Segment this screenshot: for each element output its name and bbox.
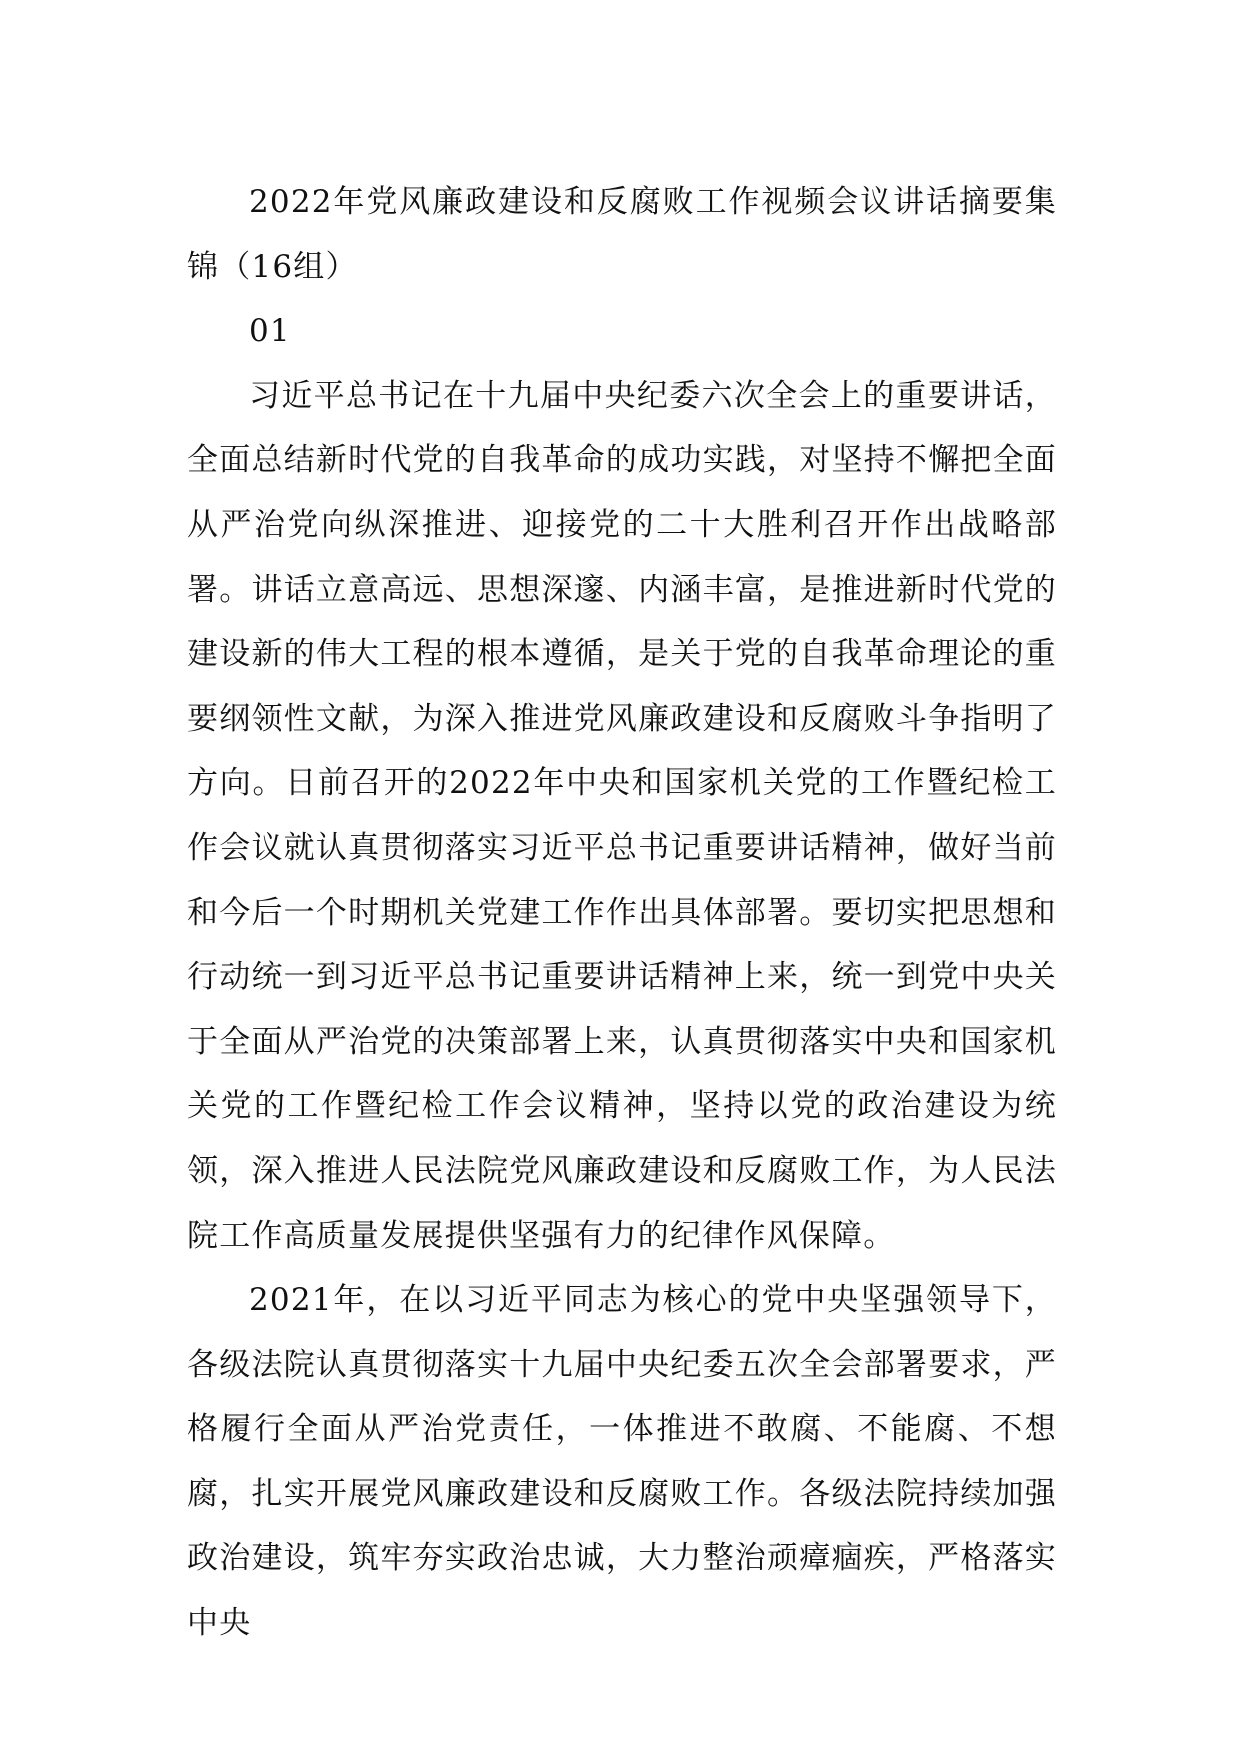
document-title: 2022年党风廉政建设和反腐败工作视频会议讲话摘要集锦（16组） [187, 184, 1057, 285]
section-number: 01 [249, 313, 291, 350]
document-body [187, 170, 1057, 1656]
body-paragraph: 习近平总书记在十九届中央纪委六次全会上的重要讲话，全面总结新时代党的自我革命的成功实践，对坚持不懈把全面从严治党向纵深推进、迎接党的二十大胜利召开作出战略部署。讲话立意高远、思想深邃、内涵丰富，是推进新时代党的建设新的伟大工程的根本遵循，是关于党的自我革命理论的重要纲领性文献，为深入推进党风廉政建设和反腐败斗争指明了方向。日前召开的2022年中央和国家机关党的工作暨纪检工作会议就认真贯彻落实习近平总书记重要讲话精神，做好当前和今后一个时期机关党建工作作出具体部署。要切实把思想和行动统一到习近平总书记重要讲话精神上来，统一到党中央关于全面从严治党的决策部署上来，认真贯彻落实中央和国家机关党的工作暨纪检工作会议精神，坚持以党的政治建设为统领，深入推进人民法院党风廉政建设和反腐败工作，为人民法院工作高质量发展提供坚强有力的纪律作风保障。 [187, 377, 1057, 1254]
body-paragraph: 2021年，在以习近平同志为核心的党中央坚强领导下，各级法院认真贯彻落实十九届中央纪委五次全会部署要求，严格履行全面从严治党责任，一体推进不敢腐、不能腐、不想腐，扎实开展党风廉政建设和反腐败工作。各级法院持续加强政治建设，筑牢夯实政治忠诚，大力整治顽瘴痼疾，严格落实中央 [187, 1282, 1057, 1642]
